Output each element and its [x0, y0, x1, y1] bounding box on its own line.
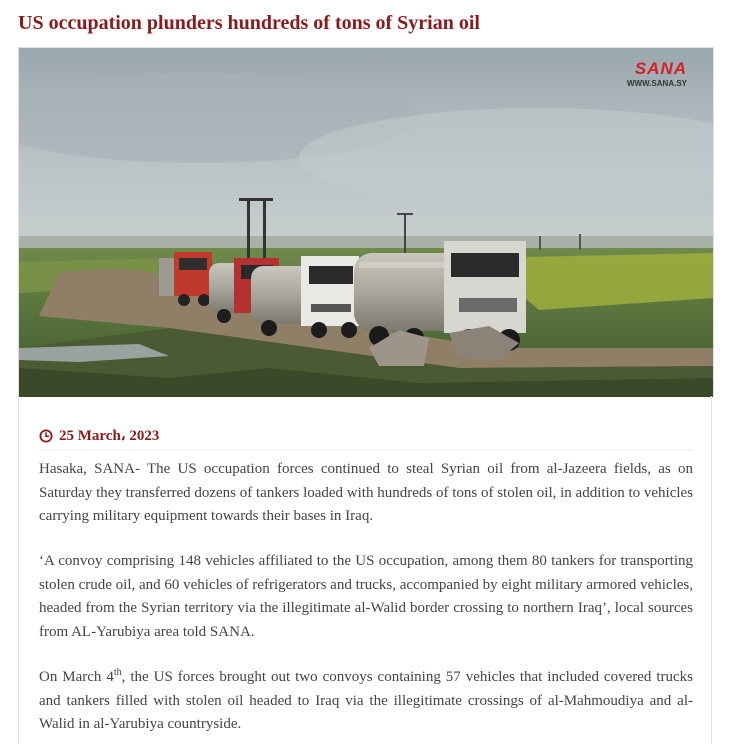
- convoy-photo-illustration: [19, 48, 713, 397]
- paragraph-3-rest: , the US forces brought out two convoys containing 57 vehicles that included covered trucks and tankers filled with stolen oil headed to Iraq via the illegitimate crossings of al-Mahmoudiya and al-Walid in al-Yarubiya countryside.: [39, 669, 693, 732]
- sana-watermark: [627, 60, 687, 89]
- clock-icon: [39, 429, 53, 443]
- publish-date: [39, 426, 159, 445]
- article-body: [18, 396, 712, 744]
- sana-watermark-url: WWW.SANA.SY: [627, 79, 687, 88]
- article-title: US occupation plunders hundreds of tons of Syrian oil: [18, 12, 480, 34]
- paragraph-2: ‘A convoy comprising 148 vehicles affiliated to the US occupation, among them 80 tankers for transporting stolen crude oil, and 60 vehicles of refrigerators and trucks, accompanied by eight military armored vehicles, headed from the Syrian territory via the illegitimate al-Walid border crossing to northern Iraq’, local sources from AL-Yarubiya area told SANA.: [39, 553, 693, 640]
- paragraph-3-superscript: th: [113, 667, 122, 678]
- paragraph-1: Hasaka, SANA- The US occupation forces continued to steal Syrian oil from al-Jazeera fields, as on Saturday they transferred dozens of tankers loaded with hundreds of tons of stolen oil, in addition to vehicles carrying military equipment towards their bases in Iraq.: [39, 461, 694, 524]
- paragraph-3: [39, 666, 693, 737]
- article-photo: [18, 47, 714, 397]
- paragraph-3-prefix: On March 4: [39, 669, 114, 685]
- date-divider: [39, 450, 693, 451]
- publish-date-text: 25 March، 2023: [59, 428, 160, 444]
- sana-logo-mark: SANA: [634, 59, 687, 78]
